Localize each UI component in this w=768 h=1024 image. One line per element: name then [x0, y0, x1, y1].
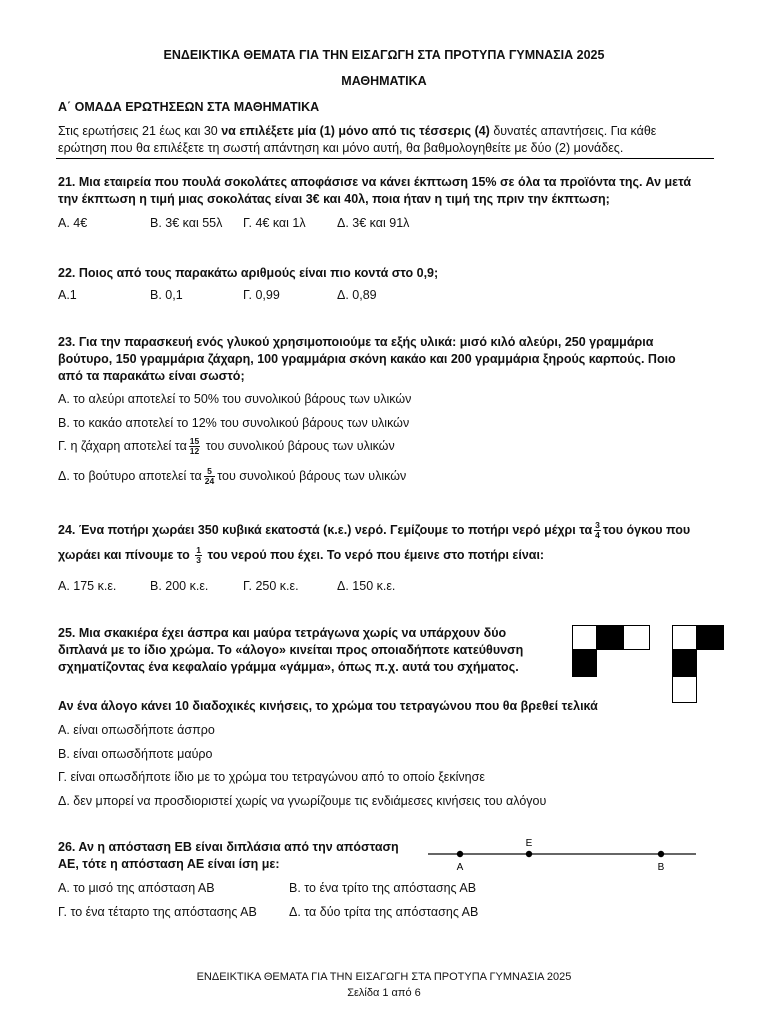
fraction	[195, 546, 202, 565]
group-heading: Α΄ ΟΜΑΔΑ ΕΡΩΤΗΣΕΩΝ ΣΤΑ ΜΑΘΗΜΑΤΙΚΑ	[58, 100, 320, 114]
q23-option-d-prefix: Δ. το βούτυρο αποτελεί τα	[58, 468, 202, 483]
board-square	[597, 626, 624, 650]
point-b	[658, 851, 664, 857]
fraction	[204, 467, 215, 486]
board-square	[573, 650, 597, 677]
q21-option-d: Δ. 3€ και 91λ	[337, 216, 410, 230]
fraction-numerator: 1	[196, 545, 202, 555]
instructions-text-end: δυνατές απαντήσεις. Για κάθε	[489, 124, 657, 138]
q26-option-a: Α. το μισό της απόσταση ΑΒ	[58, 881, 215, 895]
q22-option-d: Δ. 0,89	[337, 288, 377, 302]
q25-text-line2: διπλανά με το ίδιο χρώμα. Το «άλογο» κινείται προς οποιαδήποτε κατεύθυνση	[58, 643, 524, 657]
q24-option-c: Γ. 250 κ.ε.	[243, 579, 299, 593]
q24-text-part: 24. Ένα ποτήρι χωράει 350 κυβικά εκατοστά (κ.ε.) νερό. Γεμίζουμε το ποτήρι νερό μέχρι τα	[58, 522, 593, 537]
instructions-emphasis: να επιλέξετε μία (1) μόνο από τις τέσσερις (4)	[221, 124, 490, 138]
board-square	[623, 626, 649, 650]
point-a	[457, 851, 463, 857]
q24-text-line1	[58, 521, 714, 540]
q21-text-line2: την έκπτωση η τιμή μιας σοκολάτας είναι 3€ και 40λ, ποια ήταν η τιμή της πριν την έκπτωση;	[58, 192, 610, 206]
page-number: Σελίδα 1 από 6	[347, 987, 421, 999]
fraction-numerator: 3	[595, 520, 600, 530]
point-e	[526, 851, 532, 857]
q23-text-line2: βούτυρο, 150 γραμμάρια ζάχαρη, 100 γραμμάρια σκόνη κακάο και 200 γραμμάρια ξηρούς καρπούς. Ποιο	[58, 352, 676, 366]
q22-option-a: Α.1	[58, 288, 77, 302]
q25-text-line3: σχηματίζοντας ένα κεφαλαίο γράμμα «γάμμα», όπως π.χ. αυτά του σχήματος.	[58, 660, 519, 674]
q23-option-c	[58, 437, 395, 456]
page-title: ΕΝΔΕΙΚΤΙΚΑ ΘΕΜΑΤΑ ΓΙΑ ΤΗΝ ΕΙΣΑΓΩΓΗ ΣΤΑ ΠΡΟΤΥΠΑ ΓΥΜΝΑΣΙΑ 2025	[163, 48, 605, 62]
board-square	[673, 626, 697, 650]
board-square	[673, 676, 697, 702]
q23-option-b: Β. το κακάο αποτελεί το 12% του συνολικού βάρους των υλικών	[58, 416, 410, 430]
q23-option-d-suffix: του συνολικού βάρους των υλικών	[217, 468, 407, 483]
board-square	[573, 626, 597, 650]
q22-option-b: Β. 0,1	[150, 288, 183, 302]
instructions-text: Στις ερωτήσεις 21 έως και 30	[58, 124, 222, 138]
q24-option-b: Β. 200 κ.ε.	[150, 579, 209, 593]
label-e: E	[525, 838, 533, 849]
q25-option-b: Β. είναι οπωσδήποτε μαύρο	[58, 747, 213, 761]
knight-move-figure-right	[672, 625, 724, 703]
q24-text-line2	[58, 546, 714, 565]
q25-text-line1: 25. Μια σκακιέρα έχει άσπρα και μαύρα τετράγωνα χωρίς να υπάρχουν δύο	[58, 626, 507, 640]
board-square	[673, 650, 697, 677]
fraction	[189, 437, 200, 456]
fraction-denominator: 12	[189, 446, 200, 456]
fraction-denominator: 3	[196, 555, 202, 565]
q23-option-c-suffix: του συνολικού βάρους των υλικών	[205, 438, 395, 453]
fraction	[594, 521, 601, 540]
q21-option-c: Γ. 4€ και 1λ	[243, 216, 306, 230]
q21-option-a: Α. 4€	[58, 216, 88, 230]
q24-option-a: Α. 175 κ.ε.	[58, 579, 117, 593]
segment-diagram	[426, 836, 698, 876]
q23-option-d	[58, 467, 406, 486]
label-a: A	[456, 862, 464, 873]
q24-text-part: του νερού που έχει. Το νερό που έμεινε στο ποτήρι είναι:	[207, 547, 545, 562]
fraction-numerator: 5	[204, 467, 215, 477]
q26-option-c: Γ. το ένα τέταρτο της απόστασης ΑΒ	[58, 905, 257, 919]
q22-option-c: Γ. 0,99	[243, 288, 280, 302]
q21-option-b: Β. 3€ και 55λ	[150, 216, 223, 230]
fraction-denominator: 24	[204, 476, 215, 486]
q23-text-line1: 23. Για την παρασκευή ενός γλυκού χρησιμοποιούμε τα εξής υλικά: μισό κιλό αλεύρι, 250 γραμμάρια	[58, 335, 654, 349]
q25-text-line4: Αν ένα άλογο κάνει 10 διαδοχικές κινήσεις, το χρώμα του τετραγώνου που θα βρεθεί τελικά	[58, 699, 598, 713]
q24-text-part: χωράει και πίνουμε το	[58, 547, 190, 562]
q23-option-c-prefix: Γ. η ζάχαρη αποτελεί τα	[58, 438, 187, 453]
subject-title: ΜΑΘΗΜΑΤΙΚΑ	[341, 74, 427, 88]
q24-text-part: του όγκου που	[602, 522, 691, 537]
footer-title: ΕΝΔΕΙΚΤΙΚΑ ΘΕΜΑΤΑ ΓΙΑ ΤΗΝ ΕΙΣΑΓΩΓΗ ΣΤΑ ΠΡΟΤΥΠΑ ΓΥΜΝΑΣΙΑ 2025	[196, 971, 572, 983]
label-b: B	[657, 862, 665, 873]
q23-text-line3: από τα παρακάτω είναι σωστό;	[58, 369, 245, 383]
q26-option-d: Δ. τα δύο τρίτα της απόστασης ΑΒ	[289, 905, 479, 919]
instructions	[58, 123, 714, 140]
q22-text: 22. Ποιος από τους παρακάτω αριθμούς είναι πιο κοντά στο 0,9;	[58, 266, 439, 280]
q26-text-line2: ΑΕ, τότε η απόσταση ΑΕ είναι ίση με:	[58, 857, 280, 871]
q26-text-line1: 26. Αν η απόσταση ΕΒ είναι διπλάσια από την απόσταση	[58, 840, 399, 854]
fraction-numerator: 15	[189, 436, 200, 446]
board-square	[697, 626, 724, 650]
q23-option-a: Α. το αλεύρι αποτελεί το 50% του συνολικού βάρους των υλικών	[58, 392, 412, 406]
q25-option-d: Δ. δεν μπορεί να προσδιοριστεί χωρίς να γνωρίζουμε τις ενδιάμεσες κινήσεις του αλόγου	[58, 794, 547, 808]
fraction-denominator: 4	[595, 530, 600, 540]
divider	[56, 158, 714, 159]
q26-option-b: Β. το ένα τρίτο της απόστασης ΑΒ	[289, 881, 477, 895]
q21-text-line1: 21. Μια εταιρεία που πουλά σοκολάτες αποφάσισε να κάνει έκπτωση 15% σε όλα τα προϊόντα της. Αν μετά	[58, 175, 692, 189]
q25-option-a: Α. είναι οπωσδήποτε άσπρο	[58, 723, 215, 737]
q24-option-d: Δ. 150 κ.ε.	[337, 579, 396, 593]
knight-move-figure-left	[572, 625, 650, 677]
q25-option-c: Γ. είναι οπωσδήποτε ίδιο με το χρώμα του τετραγώνου από το οποίο ξεκίνησε	[58, 770, 485, 784]
instructions-line2: ερώτηση που θα επιλέξετε τη σωστή απάντηση και μόνο αυτή, θα βαθμολογηθείτε με δύο (2) μονάδες.	[58, 141, 624, 155]
